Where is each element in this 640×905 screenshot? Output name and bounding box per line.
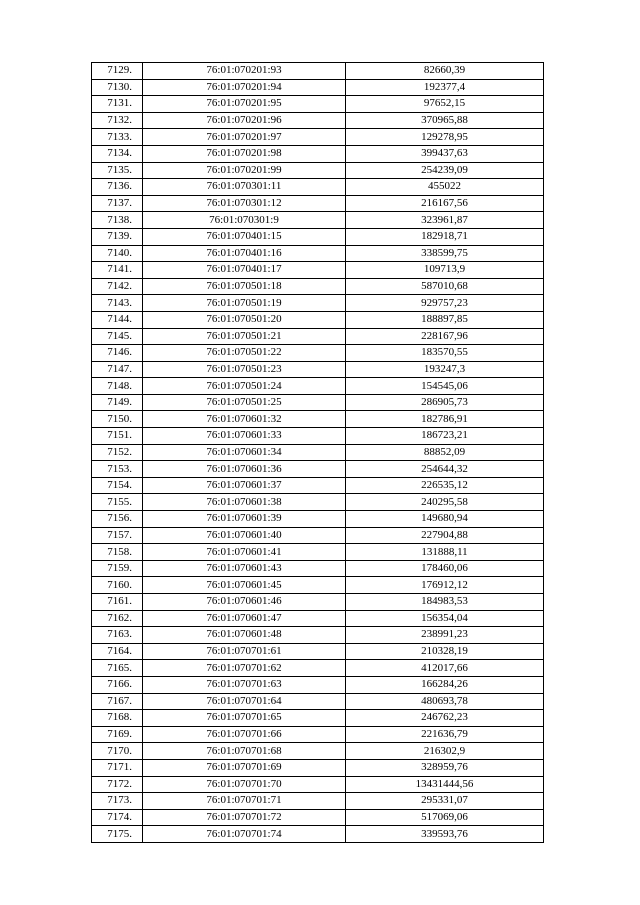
row-number-cell: 7167. (92, 693, 143, 710)
value-cell: 182786,91 (346, 411, 544, 428)
cadastral-number-cell: 76:01:070301:11 (143, 179, 346, 196)
table-row (92, 477, 544, 494)
row-number-cell: 7153. (92, 461, 143, 478)
cadastral-number-cell: 76:01:070601:36 (143, 461, 346, 478)
cadastral-number-cell: 76:01:070601:40 (143, 527, 346, 544)
row-number-cell: 7135. (92, 162, 143, 179)
value-cell: 88852,09 (346, 444, 544, 461)
value-cell: 246762,23 (346, 710, 544, 727)
cadastral-number-cell: 76:01:070701:64 (143, 693, 346, 710)
value-cell: 328959,76 (346, 759, 544, 776)
row-number-cell: 7155. (92, 494, 143, 511)
row-number-cell: 7158. (92, 544, 143, 561)
value-cell: 240295,58 (346, 494, 544, 511)
row-number-cell: 7171. (92, 759, 143, 776)
row-number-cell: 7144. (92, 311, 143, 328)
cadastral-number-cell: 76:01:070501:25 (143, 394, 346, 411)
cadastral-number-cell: 76:01:070501:18 (143, 278, 346, 295)
table-row (92, 511, 544, 528)
value-cell: 929757,23 (346, 295, 544, 312)
row-number-cell: 7157. (92, 527, 143, 544)
row-number-cell: 7140. (92, 245, 143, 262)
table-row (92, 262, 544, 279)
value-cell: 131888,11 (346, 544, 544, 561)
cadastral-number-cell: 76:01:070501:21 (143, 328, 346, 345)
table-row (92, 212, 544, 229)
table-row (92, 328, 544, 345)
value-cell: 186723,21 (346, 428, 544, 445)
cadastral-number-cell: 76:01:070601:34 (143, 444, 346, 461)
row-number-cell: 7160. (92, 577, 143, 594)
row-number-cell: 7173. (92, 793, 143, 810)
cadastral-number-cell: 76:01:070201:93 (143, 63, 346, 80)
table-row (92, 660, 544, 677)
value-cell: 221636,79 (346, 726, 544, 743)
table-row (92, 79, 544, 96)
value-cell: 480693,78 (346, 693, 544, 710)
row-number-cell: 7133. (92, 129, 143, 146)
row-number-cell: 7152. (92, 444, 143, 461)
cadastral-number-cell: 76:01:070701:61 (143, 643, 346, 660)
row-number-cell: 7149. (92, 394, 143, 411)
cadastral-number-cell: 76:01:070701:72 (143, 809, 346, 826)
row-number-cell: 7142. (92, 278, 143, 295)
row-number-cell: 7139. (92, 228, 143, 245)
row-number-cell: 7132. (92, 112, 143, 129)
cadastral-number-cell: 76:01:070301:12 (143, 195, 346, 212)
value-cell: 182918,71 (346, 228, 544, 245)
cadastral-number-cell: 76:01:070701:65 (143, 710, 346, 727)
row-number-cell: 7134. (92, 145, 143, 162)
value-cell: 227904,88 (346, 527, 544, 544)
table-row (92, 627, 544, 644)
table-row (92, 544, 544, 561)
value-cell: 228167,96 (346, 328, 544, 345)
row-number-cell: 7172. (92, 776, 143, 793)
row-number-cell: 7150. (92, 411, 143, 428)
row-number-cell: 7147. (92, 361, 143, 378)
value-cell: 216167,56 (346, 195, 544, 212)
value-cell: 97652,15 (346, 96, 544, 113)
row-number-cell: 7165. (92, 660, 143, 677)
value-cell: 323961,87 (346, 212, 544, 229)
table-row (92, 145, 544, 162)
table-row (92, 228, 544, 245)
row-number-cell: 7164. (92, 643, 143, 660)
row-number-cell: 7141. (92, 262, 143, 279)
cadastral-number-cell: 76:01:070201:94 (143, 79, 346, 96)
table-row (92, 793, 544, 810)
table-row (92, 311, 544, 328)
row-number-cell: 7129. (92, 63, 143, 80)
table-row (92, 610, 544, 627)
table-row (92, 643, 544, 660)
cadastral-number-cell: 76:01:070601:38 (143, 494, 346, 511)
cadastral-number-cell: 76:01:070501:24 (143, 378, 346, 395)
cadastral-number-cell: 76:01:070701:74 (143, 826, 346, 843)
table-row (92, 759, 544, 776)
row-number-cell: 7138. (92, 212, 143, 229)
table-body (92, 63, 544, 843)
cadastral-number-cell: 76:01:070201:98 (143, 145, 346, 162)
row-number-cell: 7156. (92, 511, 143, 528)
value-cell: 154545,06 (346, 378, 544, 395)
value-cell: 176912,12 (346, 577, 544, 594)
row-number-cell: 7146. (92, 345, 143, 362)
row-number-cell: 7151. (92, 428, 143, 445)
value-cell: 193247,3 (346, 361, 544, 378)
table-row (92, 809, 544, 826)
table-row (92, 63, 544, 80)
cadastral-number-cell: 76:01:070601:43 (143, 560, 346, 577)
row-number-cell: 7148. (92, 378, 143, 395)
row-number-cell: 7136. (92, 179, 143, 196)
cadastral-number-cell: 76:01:070401:17 (143, 262, 346, 279)
table-row (92, 693, 544, 710)
table-row (92, 96, 544, 113)
value-cell: 183570,55 (346, 345, 544, 362)
cadastral-number-cell: 76:01:070601:32 (143, 411, 346, 428)
table-row (92, 394, 544, 411)
table-row (92, 461, 544, 478)
value-cell: 286905,73 (346, 394, 544, 411)
cadastral-number-cell: 76:01:070201:97 (143, 129, 346, 146)
table-row (92, 743, 544, 760)
table-row (92, 676, 544, 693)
cadastral-number-cell: 76:01:070401:15 (143, 228, 346, 245)
cadastral-number-cell: 76:01:070301:9 (143, 212, 346, 229)
table-row (92, 726, 544, 743)
cadastral-number-cell: 76:01:070601:47 (143, 610, 346, 627)
value-cell: 149680,94 (346, 511, 544, 528)
cadastral-number-cell: 76:01:070601:33 (143, 428, 346, 445)
row-number-cell: 7145. (92, 328, 143, 345)
row-number-cell: 7162. (92, 610, 143, 627)
value-cell: 226535,12 (346, 477, 544, 494)
table-row (92, 527, 544, 544)
table-row (92, 710, 544, 727)
cadastral-number-cell: 76:01:070601:45 (143, 577, 346, 594)
value-cell: 587010,68 (346, 278, 544, 295)
value-cell: 254644,32 (346, 461, 544, 478)
row-number-cell: 7154. (92, 477, 143, 494)
value-cell: 166284,26 (346, 676, 544, 693)
table-row (92, 494, 544, 511)
cadastral-number-cell: 76:01:070701:66 (143, 726, 346, 743)
table-row (92, 162, 544, 179)
value-cell: 455022 (346, 179, 544, 196)
cadastral-number-cell: 76:01:070401:16 (143, 245, 346, 262)
value-cell: 339593,76 (346, 826, 544, 843)
table-row (92, 129, 544, 146)
table-row (92, 594, 544, 611)
value-cell: 13431444,56 (346, 776, 544, 793)
table-row (92, 179, 544, 196)
row-number-cell: 7143. (92, 295, 143, 312)
cadastral-number-cell: 76:01:070701:68 (143, 743, 346, 760)
value-cell: 370965,88 (346, 112, 544, 129)
value-cell: 399437,63 (346, 145, 544, 162)
row-number-cell: 7163. (92, 627, 143, 644)
value-cell: 129278,95 (346, 129, 544, 146)
row-number-cell: 7131. (92, 96, 143, 113)
row-number-cell: 7159. (92, 560, 143, 577)
table-row (92, 411, 544, 428)
table-row (92, 245, 544, 262)
table-row (92, 361, 544, 378)
value-cell: 210328,19 (346, 643, 544, 660)
value-cell: 254239,09 (346, 162, 544, 179)
row-number-cell: 7137. (92, 195, 143, 212)
table-row (92, 378, 544, 395)
row-number-cell: 7170. (92, 743, 143, 760)
cadastral-number-cell: 76:01:070201:96 (143, 112, 346, 129)
cadastral-number-cell: 76:01:070501:19 (143, 295, 346, 312)
cadastral-number-cell: 76:01:070601:48 (143, 627, 346, 644)
value-cell: 216302,9 (346, 743, 544, 760)
cadastral-table (91, 62, 544, 843)
value-cell: 412017,66 (346, 660, 544, 677)
table-row (92, 345, 544, 362)
value-cell: 188897,85 (346, 311, 544, 328)
value-cell: 338599,75 (346, 245, 544, 262)
value-cell: 517069,06 (346, 809, 544, 826)
cadastral-number-cell: 76:01:070601:41 (143, 544, 346, 561)
cadastral-number-cell: 76:01:070701:71 (143, 793, 346, 810)
cadastral-number-cell: 76:01:070501:22 (143, 345, 346, 362)
value-cell: 178460,06 (346, 560, 544, 577)
cadastral-number-cell: 76:01:070201:95 (143, 96, 346, 113)
table-row (92, 560, 544, 577)
table-row (92, 776, 544, 793)
cadastral-number-cell: 76:01:070701:63 (143, 676, 346, 693)
value-cell: 295331,07 (346, 793, 544, 810)
table-row (92, 278, 544, 295)
row-number-cell: 7174. (92, 809, 143, 826)
table-row (92, 195, 544, 212)
table-row (92, 826, 544, 843)
cadastral-number-cell: 76:01:070501:20 (143, 311, 346, 328)
cadastral-number-cell: 76:01:070201:99 (143, 162, 346, 179)
cadastral-number-cell: 76:01:070601:46 (143, 594, 346, 611)
value-cell: 192377,4 (346, 79, 544, 96)
table-row (92, 444, 544, 461)
row-number-cell: 7169. (92, 726, 143, 743)
cadastral-number-cell: 76:01:070701:62 (143, 660, 346, 677)
value-cell: 109713,9 (346, 262, 544, 279)
row-number-cell: 7168. (92, 710, 143, 727)
row-number-cell: 7130. (92, 79, 143, 96)
cadastral-number-cell: 76:01:070601:39 (143, 511, 346, 528)
cadastral-number-cell: 76:01:070501:23 (143, 361, 346, 378)
row-number-cell: 7161. (92, 594, 143, 611)
table-row (92, 428, 544, 445)
value-cell: 82660,39 (346, 63, 544, 80)
table-row (92, 577, 544, 594)
value-cell: 156354,04 (346, 610, 544, 627)
table-row (92, 295, 544, 312)
cadastral-number-cell: 76:01:070601:37 (143, 477, 346, 494)
value-cell: 184983,53 (346, 594, 544, 611)
cadastral-number-cell: 76:01:070701:69 (143, 759, 346, 776)
value-cell: 238991,23 (346, 627, 544, 644)
row-number-cell: 7166. (92, 676, 143, 693)
table-row (92, 112, 544, 129)
cadastral-number-cell: 76:01:070701:70 (143, 776, 346, 793)
row-number-cell: 7175. (92, 826, 143, 843)
